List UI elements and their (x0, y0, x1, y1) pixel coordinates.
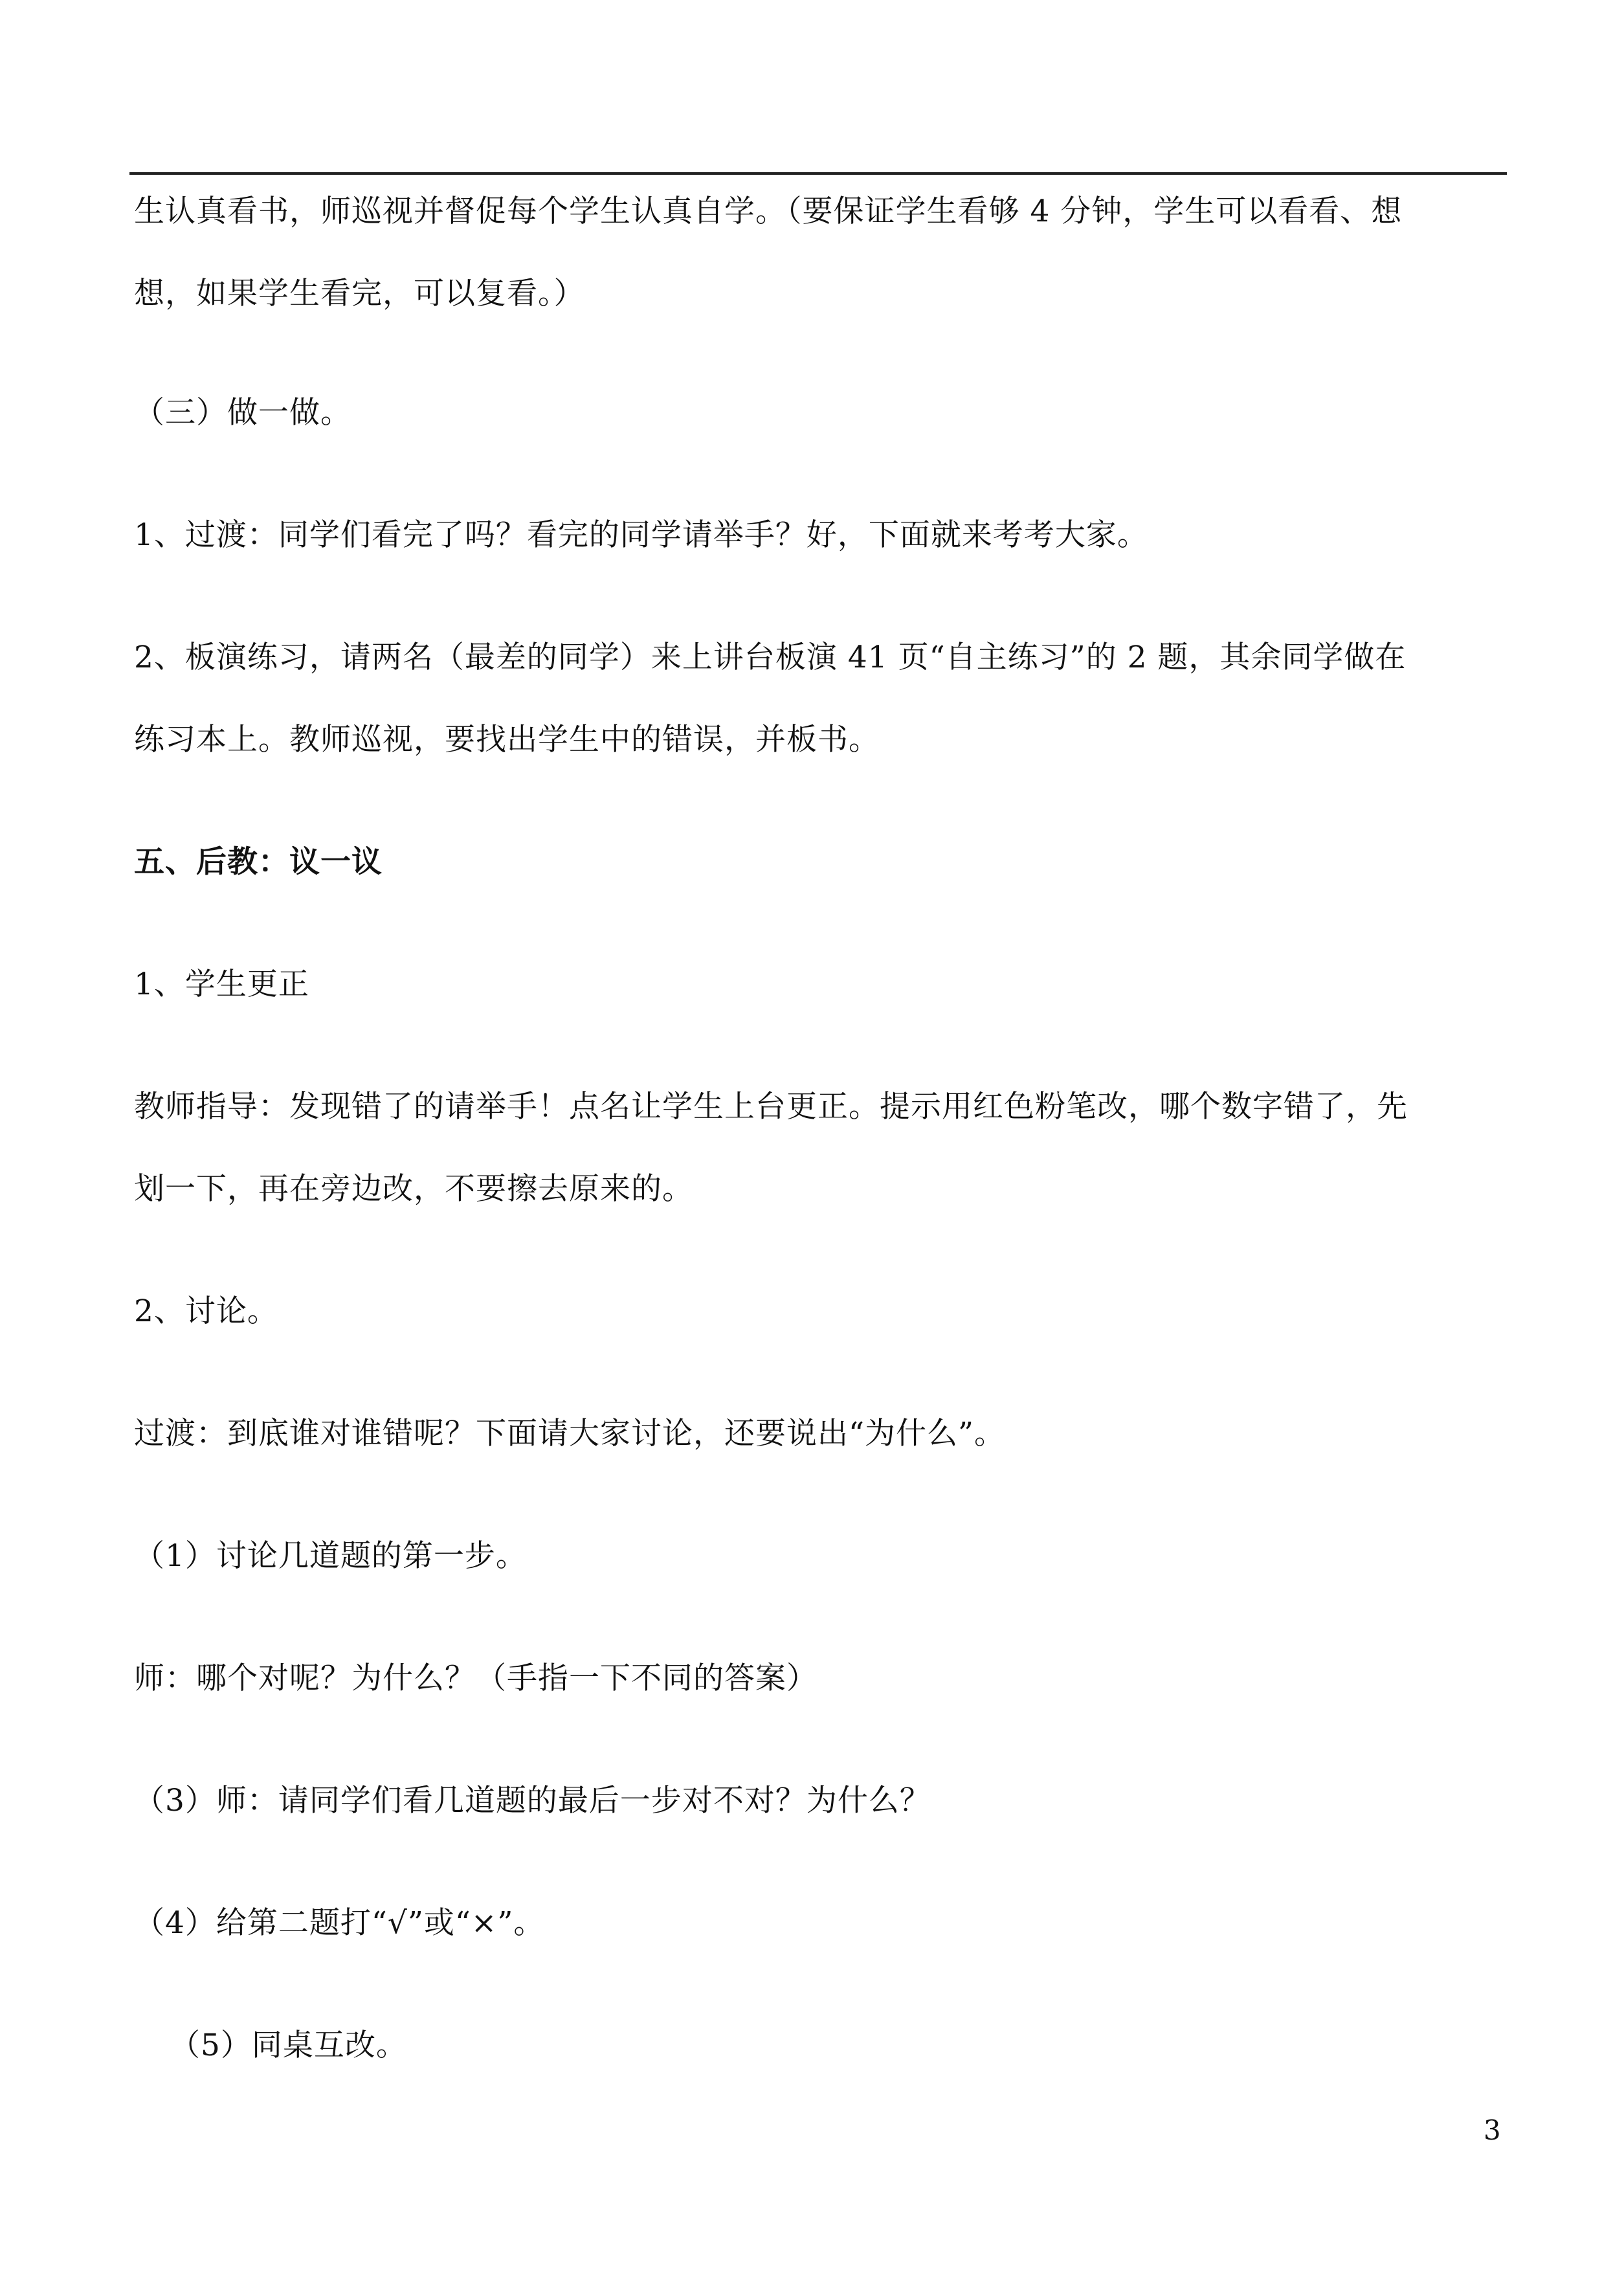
body-text-line: 2、讨论。 (134, 1293, 278, 1329)
body-text-line: 教师指导：发现错了的请举手！点名让学生上台更正。提示用红色粉笔改，哪个数字错了，先 (134, 1089, 1408, 1124)
body-text-line: 2、板演练习，请两名（最差的同学）来上讲台板演 41 页“自主练习”的 2 题，其余同学做在 (134, 640, 1407, 675)
body-text-line: 生认真看书，师巡视并督促每个学生认真自学。（要保证学生看够 4 分钟，学生可以看看、想 (134, 194, 1403, 229)
body-text-line: 想，如果学生看完，可以复看。） (134, 276, 585, 311)
body-text-line: 1、过渡：同学们看完了吗？看完的同学请举手？好，下面就来考考大家。 (134, 517, 1148, 553)
body-text-line: （5）同桌互改。 (170, 2028, 407, 2063)
body-text-line: 师：哪个对呢？为什么？（手指一下不同的答案） (134, 1661, 818, 1696)
body-text-line: 划一下，再在旁边改，不要擦去原来的。 (134, 1171, 693, 1207)
body-text-line: （3）师：请同学们看几道题的最后一步对不对？为什么？ (134, 1783, 931, 1818)
body-text-line: （1）讨论几道题的第一步。 (134, 1538, 527, 1574)
body-text-line: 练习本上。教师巡视，要找出学生中的错误，并板书。 (134, 722, 880, 757)
body-text-line: 过渡：到底谁对谁错呢？下面请大家讨论，还要说出“为什么”。 (134, 1416, 1006, 1451)
page-number: 3 (1484, 2114, 1501, 2146)
section-heading: 五、后教：议一议 (134, 844, 383, 880)
body-text-line: （4）给第二题打“√”或“×”。 (134, 1905, 545, 1941)
subsection-heading: （三）做一做。 (134, 395, 351, 431)
header-rule (129, 172, 1507, 175)
body-text-line: 1、学生更正 (134, 967, 309, 1002)
